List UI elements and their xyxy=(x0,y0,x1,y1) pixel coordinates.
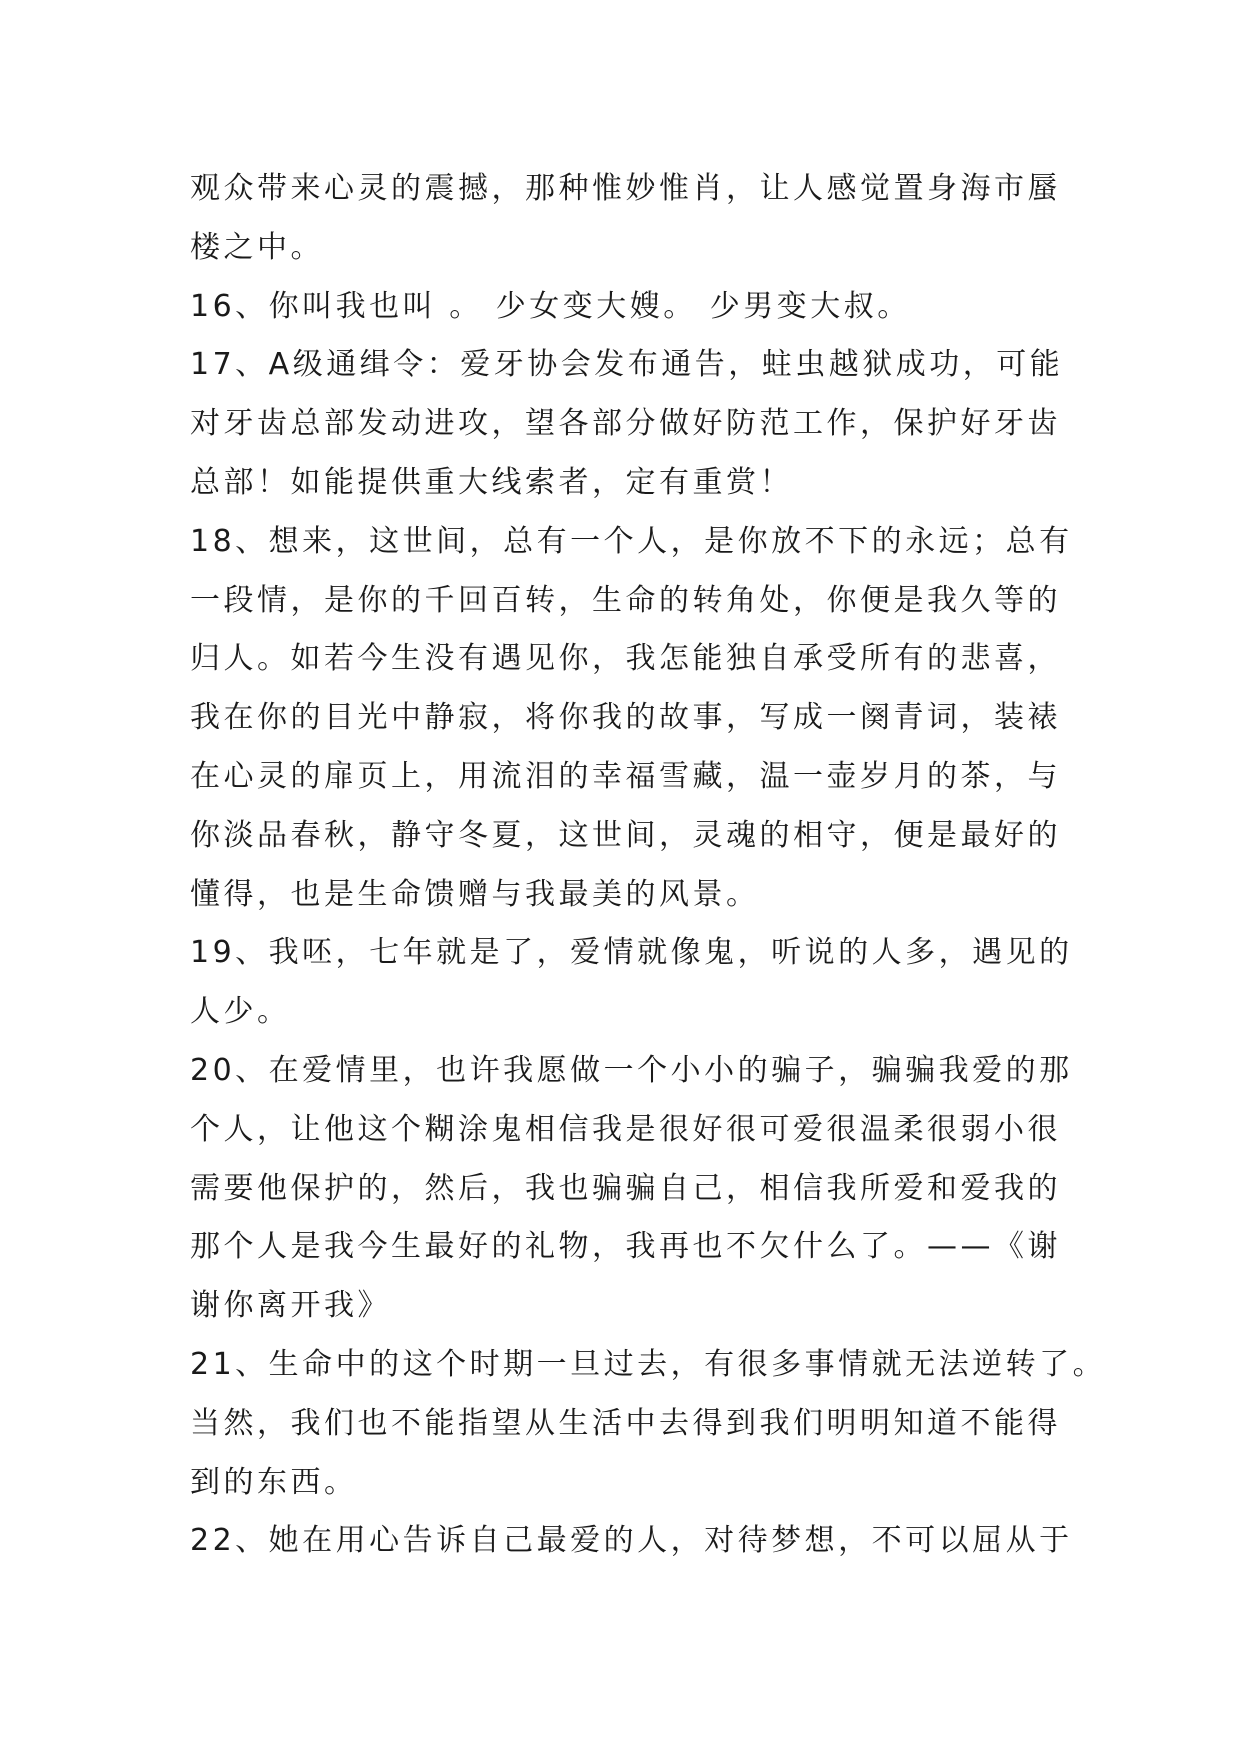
text-line: 19、我呸，七年就是了，爱情就像鬼，听说的人多，遇见的 xyxy=(190,935,1073,971)
text-line: 21、生命中的这个时期一旦过去，有很多事情就无法逆转了。 xyxy=(190,1346,1107,1382)
text-line: 20、在爱情里，也许我愿做一个小小的骗子，骗骗我爱的那 xyxy=(190,1052,1073,1088)
text-line: 到的东西。 xyxy=(190,1464,358,1500)
text-line: 当然，我们也不能指望从生活中去得到我们明明知道不能得 xyxy=(190,1405,1061,1441)
text-line: 归人。如若今生没有遇见你，我怎能独自承受所有的悲喜， xyxy=(190,641,1061,677)
text-line: 个人，让他这个糊涂鬼相信我是很好很可爱很温柔很弱小很 xyxy=(190,1111,1061,1147)
text-line: 那个人是我今生最好的礼物，我再也不欠什么了。——《谢 xyxy=(190,1229,1061,1265)
text-line: 我在你的目光中静寂，将你我的故事，写成一阕青词，装裱 xyxy=(190,700,1061,736)
text-line: 人少。 xyxy=(190,994,291,1030)
text-line: 需要他保护的，然后，我也骗骗自己，相信我所爱和爱我的 xyxy=(190,1170,1061,1206)
text-line: 你淡品春秋，静守冬夏，这世间，灵魂的相守，便是最好的 xyxy=(190,817,1061,853)
text-line: 懂得，也是生命馈赠与我最美的风景。 xyxy=(190,876,760,912)
document-page xyxy=(190,160,1107,1571)
text-line: 楼之中。 xyxy=(190,229,324,265)
text-line: 总部！如能提供重大线索者，定有重赏！ xyxy=(190,464,793,500)
text-line: 观众带来心灵的震撼，那种惟妙惟肖，让人感觉置身海市蜃 xyxy=(190,171,1061,206)
text-line: 17、A级通缉令：爱牙协会发布通告，蛀虫越狱成功，可能 xyxy=(190,347,1064,383)
text-line: 18、想来，这世间，总有一个人，是你放不下的永远；总有 xyxy=(190,523,1073,559)
text-line: 对牙齿总部发动进攻，望各部分做好防范工作，保护好牙齿 xyxy=(190,406,1061,442)
text-line: 16、你叫我也叫 。 少女变大嫂。 少男变大叔。 xyxy=(190,288,911,324)
text-line: 在心灵的扉页上，用流泪的幸福雪藏，温一壶岁月的茶，与 xyxy=(190,758,1061,794)
text-line: 谢你离开我》 xyxy=(190,1288,391,1324)
text-line: 一段情，是你的千回百转，生命的转角处，你便是我久等的 xyxy=(190,582,1061,618)
text-line: 22、她在用心告诉自己最爱的人，对待梦想，不可以屈从于 xyxy=(190,1523,1073,1559)
